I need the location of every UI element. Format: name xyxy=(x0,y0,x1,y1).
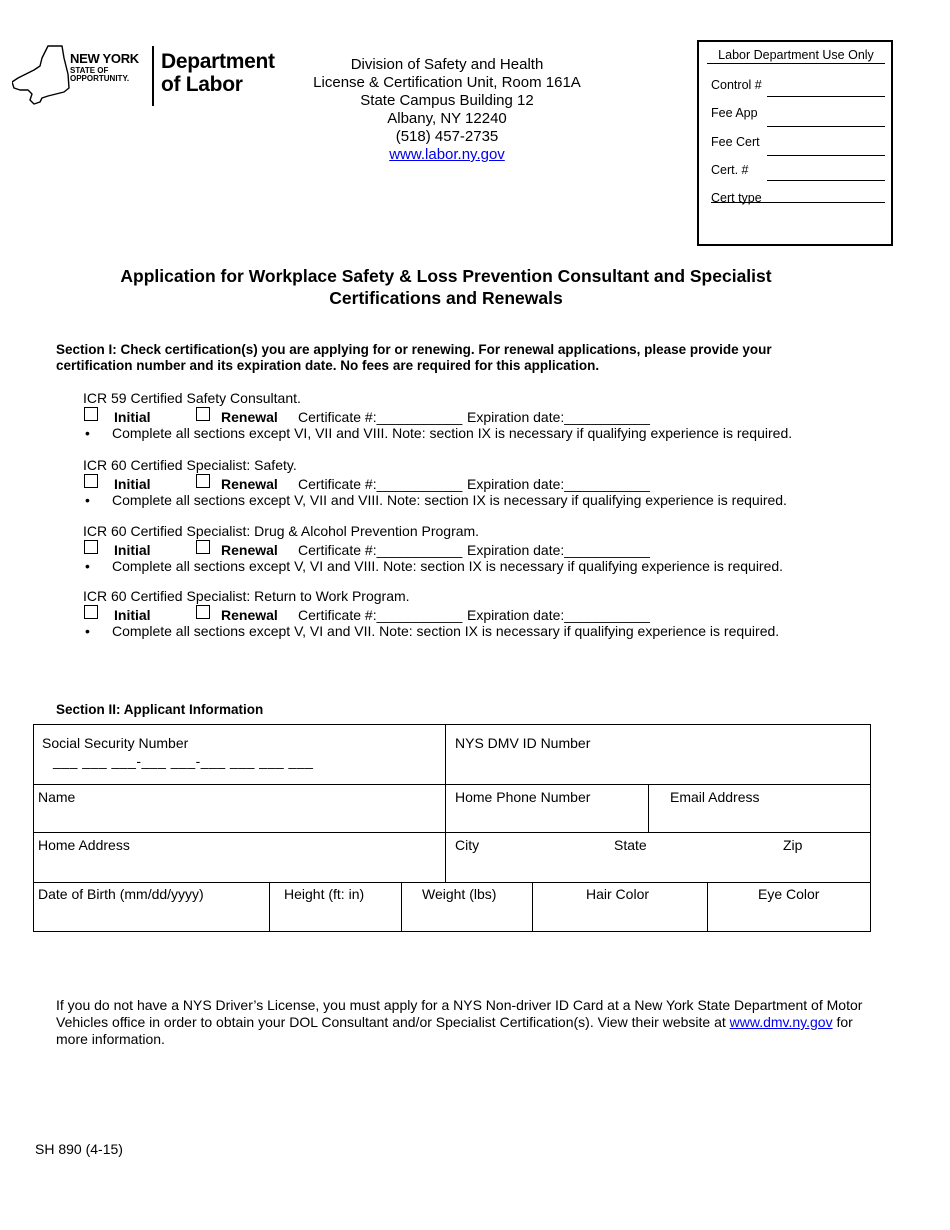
logo-divider xyxy=(152,46,154,106)
bullet-icon: • xyxy=(85,623,90,639)
initial-label: Initial xyxy=(114,409,151,425)
renewal-label: Renewal xyxy=(221,607,278,623)
table-divider xyxy=(401,882,402,931)
certificate-number-field[interactable]: Certificate #:___________ xyxy=(298,607,463,623)
renewal-label: Renewal xyxy=(221,476,278,492)
cert-note: Complete all sections except V, VII and VIII. Note: section IX is necessary if qualifying experience is required. xyxy=(112,492,787,508)
ny-state-wordmark xyxy=(70,52,139,83)
note-text: If you do not have a NYS Driver’s License, you must apply for a NYS Non-driver ID Card at a New York State Department of Motor Vehicles office in order to obtain your DOL Consultant and/or Specialist Certification(s). View their website at xyxy=(56,997,863,1030)
renewal-checkbox[interactable] xyxy=(196,474,210,488)
cert-name: ICR 59 Certified Safety Consultant. xyxy=(83,390,301,406)
section2-heading: Section II: Applicant Information xyxy=(56,702,264,717)
table-divider xyxy=(648,784,649,832)
cert-name: ICR 60 Certified Specialist: Drug & Alcohol Prevention Program. xyxy=(83,523,480,539)
home-phone-field[interactable]: Home Phone Number xyxy=(455,789,591,805)
renewal-checkbox[interactable] xyxy=(196,605,210,619)
initial-label: Initial xyxy=(114,476,151,492)
cert-name: ICR 60 Certified Specialist: Return to Work Program. xyxy=(83,588,410,604)
control-number-label: Control # xyxy=(711,78,762,92)
table-divider xyxy=(269,882,270,931)
table-divider xyxy=(34,832,870,833)
cert-type-label: Cert type xyxy=(711,191,762,205)
office-use-only-box xyxy=(697,40,893,246)
new-york-state-outline-icon xyxy=(12,44,72,108)
cert-note: Complete all sections except V, VI and VIII. Note: section IX is necessary if qualifying experience is required. xyxy=(112,558,784,574)
cert-name: ICR 60 Certified Specialist: Safety. xyxy=(83,457,297,473)
form-title-line1: Application for Workplace Safety & Loss Prevention Consultant and Specialist xyxy=(120,266,772,286)
form-title-line2: Certifications and Renewals xyxy=(329,288,563,308)
email-field[interactable]: Email Address xyxy=(670,789,760,805)
cert-option-icr59-consultant xyxy=(83,390,863,442)
department-of-labor-wordmark xyxy=(161,50,275,96)
hair-color-field[interactable]: Hair Color xyxy=(586,886,650,902)
ssn-input[interactable]: ___ ___ ___-___ ___-___ ___ ___ ___ xyxy=(53,753,314,769)
office-use-title: Labor Department Use Only xyxy=(707,48,885,64)
address-line4: Albany, NY 12240 xyxy=(387,110,507,127)
expiration-date-field[interactable]: Expiration date:___________ xyxy=(467,476,650,492)
initial-checkbox[interactable] xyxy=(84,407,98,421)
ny-wordmark-line2: STATE OF xyxy=(70,66,109,75)
bullet-icon: • xyxy=(85,558,90,574)
dmv-id-field[interactable]: NYS DMV ID Number xyxy=(455,735,591,751)
cert-option-icr60-return-to-work xyxy=(83,588,863,640)
zip-field[interactable]: Zip xyxy=(783,837,803,853)
height-field[interactable]: Height (ft: in) xyxy=(284,886,365,902)
dept-line1: Department xyxy=(161,50,275,73)
home-address-field[interactable]: Home Address xyxy=(38,837,130,853)
fee-cert-label: Fee Cert xyxy=(711,135,760,149)
agency-address xyxy=(300,56,594,164)
weight-field[interactable]: Weight (lbs) xyxy=(422,886,497,902)
address-phone: (518) 457-2735 xyxy=(395,128,499,145)
table-divider xyxy=(445,725,446,882)
form-number: SH 890 (4-15) xyxy=(35,1141,123,1157)
form-title xyxy=(60,265,832,309)
renewal-checkbox[interactable] xyxy=(196,407,210,421)
initial-checkbox[interactable] xyxy=(84,605,98,619)
applicant-info-table xyxy=(33,724,871,932)
expiration-date-field[interactable]: Expiration date:___________ xyxy=(467,607,650,623)
dept-line2: of Labor xyxy=(161,73,243,96)
cert-note: Complete all sections except VI, VII and VIII. Note: section IX is necessary if qualifying experience is required. xyxy=(112,425,793,441)
expiration-date-field[interactable]: Expiration date:___________ xyxy=(467,542,650,558)
fee-cert-line xyxy=(767,155,885,156)
cert-number-label: Cert. # xyxy=(711,163,749,177)
renewal-label: Renewal xyxy=(221,409,278,425)
fee-app-line xyxy=(767,126,885,127)
city-field[interactable]: City xyxy=(455,837,480,853)
nys-dol-logo xyxy=(12,44,302,108)
certificate-number-field[interactable]: Certificate #:___________ xyxy=(298,542,463,558)
address-line2: License & Certification Unit, Room 161A xyxy=(313,74,581,91)
address-line1: Division of Safety and Health xyxy=(350,56,544,73)
note-text-end: for more information. xyxy=(56,1014,853,1047)
table-divider xyxy=(707,882,708,931)
expiration-date-field[interactable]: Expiration date:___________ xyxy=(467,409,650,425)
cert-option-icr60-drug-alcohol xyxy=(83,523,863,575)
cert-option-icr60-safety xyxy=(83,457,863,509)
date-of-birth-field[interactable]: Date of Birth (mm/dd/yyyy) xyxy=(38,886,204,902)
fee-app-label: Fee App xyxy=(711,106,758,120)
table-divider xyxy=(34,882,870,883)
ny-wordmark-line1: NEW YORK xyxy=(70,51,139,66)
renewal-checkbox[interactable] xyxy=(196,540,210,554)
ssn-label: Social Security Number xyxy=(42,735,189,751)
bullet-icon: • xyxy=(85,425,90,441)
section1-instructions: Section I: Check certification(s) you are applying for or renewing. For renewal applications, please provide your certification number and its expiration date. No fees are required for this application. xyxy=(56,342,772,373)
certificate-number-field[interactable]: Certificate #:___________ xyxy=(298,409,463,425)
renewal-label: Renewal xyxy=(221,542,278,558)
certificate-number-field[interactable]: Certificate #:___________ xyxy=(298,476,463,492)
eye-color-field[interactable]: Eye Color xyxy=(758,886,820,902)
cert-note: Complete all sections except V, VI and VII. Note: section IX is necessary if qualifying experience is required. xyxy=(112,623,780,639)
table-divider xyxy=(34,784,870,785)
labor-website-link[interactable]: www.labor.ny.gov xyxy=(389,146,505,163)
initial-label: Initial xyxy=(114,542,151,558)
initial-label: Initial xyxy=(114,607,151,623)
initial-checkbox[interactable] xyxy=(84,540,98,554)
address-line3: State Campus Building 12 xyxy=(360,92,534,109)
initial-checkbox[interactable] xyxy=(84,474,98,488)
bullet-icon: • xyxy=(85,492,90,508)
cert-type-line xyxy=(711,202,885,203)
ny-wordmark-line3: OPPORTUNITY. xyxy=(70,74,130,83)
cert-number-line xyxy=(767,180,885,181)
state-field[interactable]: State xyxy=(614,837,647,853)
control-number-line xyxy=(767,96,885,97)
non-driver-id-note xyxy=(56,997,876,1048)
dmv-website-link[interactable]: www.dmv.ny.gov xyxy=(729,1014,833,1030)
table-divider xyxy=(532,882,533,931)
name-field[interactable]: Name xyxy=(38,789,76,805)
